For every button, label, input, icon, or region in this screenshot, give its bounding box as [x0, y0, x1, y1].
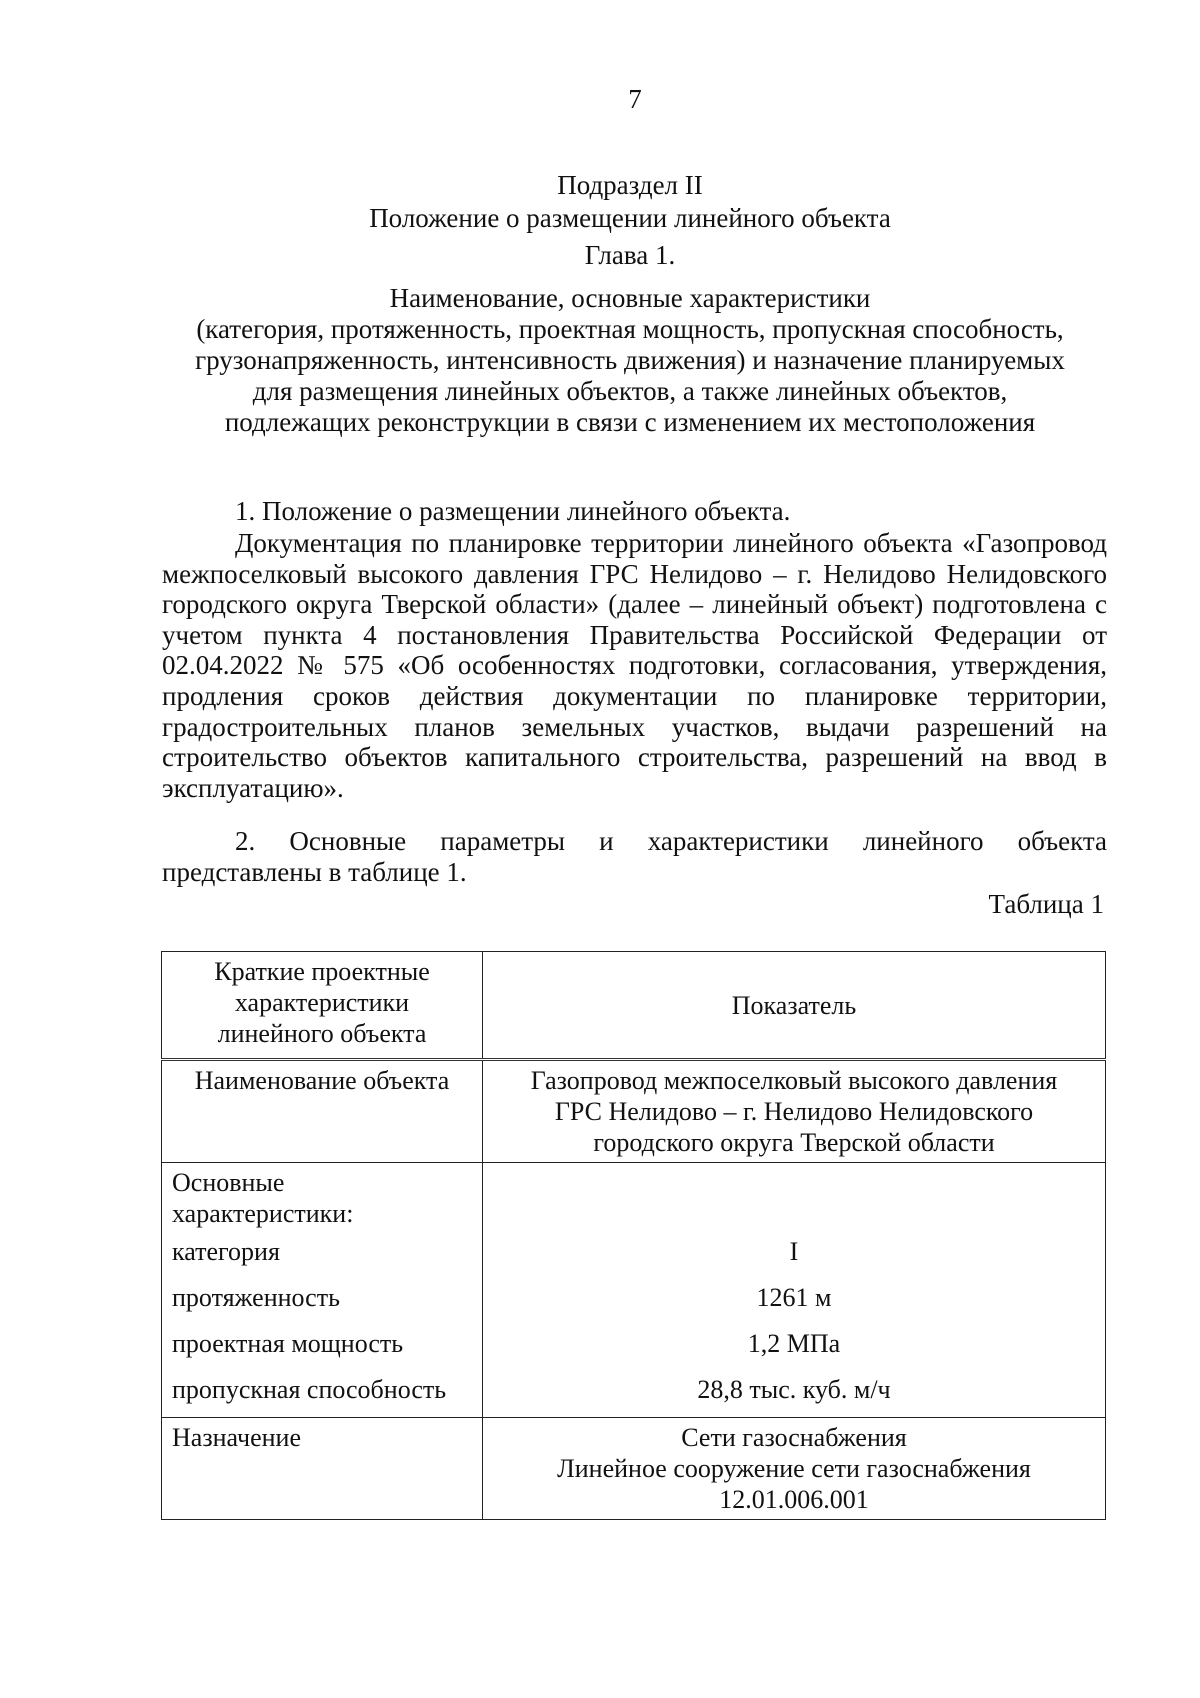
header-line: линейного объекта [217, 1019, 427, 1048]
value-line: ГРС Нелидово – г. Нелидово Нелидовского [554, 1097, 1034, 1126]
heading-line: Основные [172, 1168, 285, 1197]
value-line: Линейное сооружение сети газоснабжения [557, 1454, 1031, 1483]
table-row [162, 1163, 1106, 1418]
chapter-title-line: подлежащих реконструкции в связи с изменением их местоположения [224, 407, 1036, 437]
characteristic-label: категория [172, 1237, 280, 1266]
heading-line: характеристики: [172, 1199, 354, 1228]
subsection-title: Подраздел II [557, 170, 703, 200]
chapter-title-line: Наименование, основные характеристики [389, 283, 871, 313]
characteristics-heading [172, 1167, 472, 1229]
chapter-title-line: (категория, протяженность, проектная мощность, пропускная способность, [196, 314, 1064, 344]
value-line: Газопровод межпоселковый высокого давления [530, 1066, 1058, 1095]
chapter-number: Глава 1. [584, 240, 676, 270]
header-line: характеристики [234, 988, 410, 1017]
name-value-cell [483, 1060, 1106, 1163]
header-line: Краткие проектные [214, 957, 430, 986]
purpose-value-cell [483, 1418, 1106, 1520]
subsection-subtitle: Положение о размещении линейного объекта [369, 203, 891, 233]
parameters-table [161, 951, 1106, 1520]
value-line: 12.01.006.001 [719, 1485, 869, 1514]
table-row [162, 1418, 1106, 1520]
table-caption: Таблица 1 [988, 889, 1104, 919]
page-number: 7 [628, 84, 642, 114]
value-line: Сети газоснабжения [681, 1423, 907, 1452]
paragraph-2: Документация по планировке территории линейного объекта «Газопровод межпоселковый высокого давления ГРС Нелидово – г. Нелидово Нелидовского городского округа Тверской области» (далее – линейный объект) подготовлена с учетом пункта 4 постановления Правительства Российской Федерации от 02.04.2022 № 575 «Об особенностях подготовки, согласования, утверждения, продления сроков действия документации по планировке территории, градостроительных планов земельных участков, выдачи разрешений на строительство объектов капитального строительства, разрешений на ввод в эксплуатацию». [162, 528, 1107, 803]
characteristic-value: I [789, 1237, 799, 1266]
spacer [493, 1167, 1095, 1229]
characteristic-label: проектная мощность [172, 1329, 404, 1358]
chapter-heading [150, 240, 1110, 438]
characteristics-label-cell [162, 1163, 483, 1418]
characteristic-value: 28,8 тыс. куб. м/ч [697, 1375, 891, 1404]
name-label-cell: Наименование объекта [162, 1060, 483, 1163]
purpose-label-cell: Назначение [162, 1418, 483, 1520]
table-row [162, 1060, 1106, 1163]
characteristic-label: пропускная способность [172, 1375, 447, 1404]
header-cell-indicator: Показатель [483, 952, 1106, 1060]
chapter-title-line: грузонапряженность, интенсивность движения) и назначение планируемых [195, 345, 1065, 375]
characteristic-value: 1,2 МПа [747, 1329, 841, 1358]
paragraph-1: 1. Положение о размещении линейного объекта. [235, 496, 791, 526]
table-header-row [162, 952, 1106, 1060]
header-cell-characteristics [162, 952, 483, 1060]
chapter-title-line: для размещения линейных объектов, а также линейных объектов, [252, 376, 1008, 406]
characteristics-value-cell [483, 1163, 1106, 1418]
value-line: городского округа Тверской области [593, 1128, 995, 1157]
characteristic-label: протяженность [172, 1283, 340, 1312]
characteristic-value: 1261 м [756, 1283, 832, 1312]
paragraph-3: 2. Основные параметры и характеристики линейного объекта представлены в таблице 1. [162, 826, 1107, 887]
